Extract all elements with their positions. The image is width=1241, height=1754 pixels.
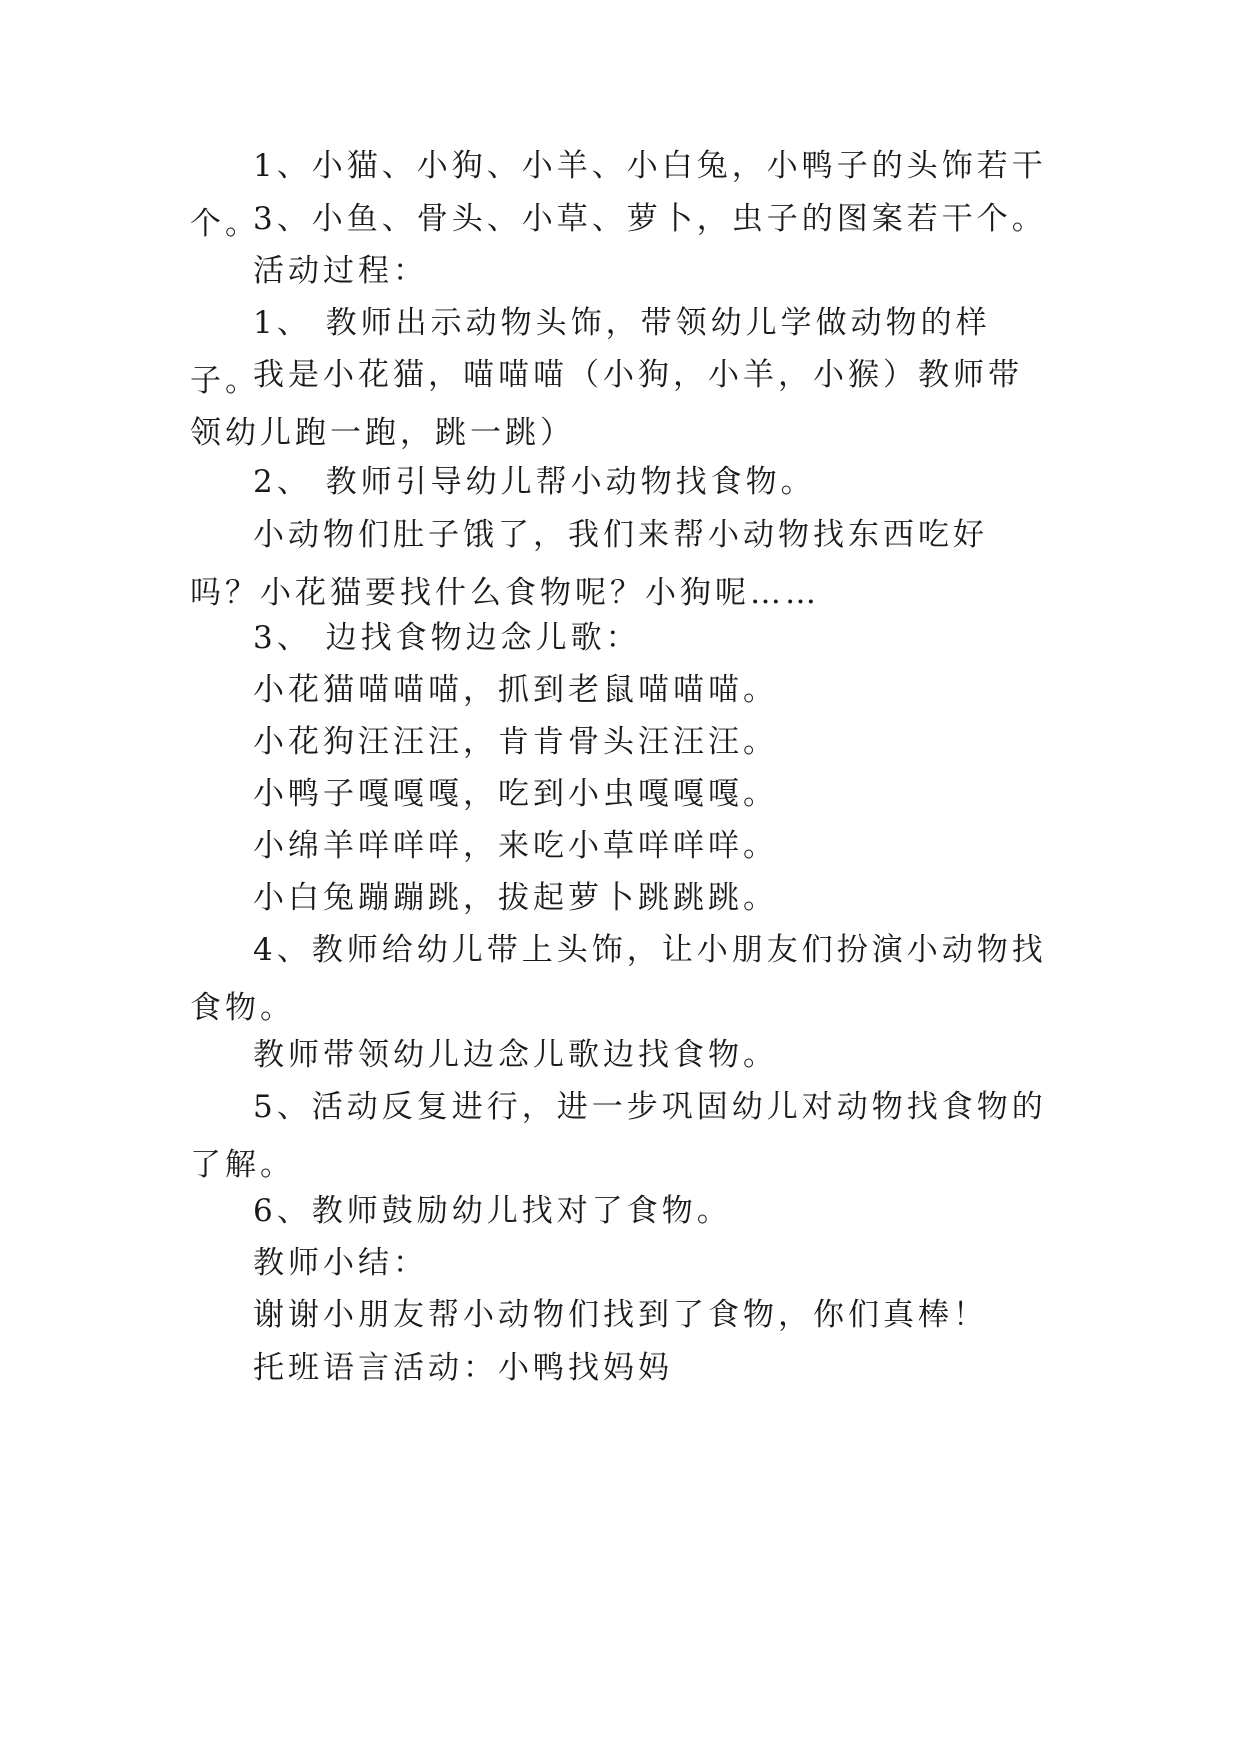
rhyme-line-dog: 小花狗汪汪汪，肯肯骨头汪汪汪。 <box>253 724 778 760</box>
paragraph-materials-3: 3、小鱼、骨头、小草、萝卜，虫子的图案若干个。 <box>253 201 1047 237</box>
next-activity-title: 托班语言活动：小鸭找妈妈 <box>253 1350 673 1386</box>
section-heading-process: 活动过程： <box>253 253 428 289</box>
paragraph-step-4: 4、教师给幼儿带上头饰，让小朋友们扮演小动物找食物。 <box>190 932 1047 1026</box>
paragraph-step-3: 3、 边找食物边念儿歌： <box>253 620 641 656</box>
rhyme-line-sheep: 小绵羊咩咩咩，来吃小草咩咩咩。 <box>253 828 778 864</box>
paragraph-step-2: 2、 教师引导幼儿帮小动物找食物。 <box>253 464 816 500</box>
paragraph-step-6: 6、教师鼓励幼儿找对了食物。 <box>253 1193 732 1229</box>
paragraph-step-4-detail: 教师带领幼儿边念儿歌边找食物。 <box>253 1037 778 1073</box>
paragraph-summary: 谢谢小朋友帮小动物们找到了食物，你们真棒！ <box>253 1297 988 1333</box>
paragraph-step-2-detail: 小动物们肚子饿了，我们来帮小动物找东西吃好吗？小花猫要找什么食物呢？小狗呢…… <box>190 517 988 611</box>
paragraph-step-5: 5、活动反复进行，进一步巩固幼儿对动物找食物的了解。 <box>190 1089 1047 1183</box>
rhyme-line-cat: 小花猫喵喵喵，抓到老鼠喵喵喵。 <box>253 672 778 708</box>
paragraph-step-1: 1、 教师出示动物头饰，带领幼儿学做动物的样子。 <box>190 305 991 399</box>
paragraph-materials-1: 1、小猫、小狗、小羊、小白兔，小鸭子的头饰若干个。 <box>190 148 1047 242</box>
rhyme-line-duck: 小鸭子嘎嘎嘎，吃到小虫嘎嘎嘎。 <box>253 776 778 812</box>
rhyme-line-rabbit: 小白兔蹦蹦跳，拔起萝卜跳跳跳。 <box>253 880 778 916</box>
section-heading-summary: 教师小结： <box>253 1245 428 1281</box>
paragraph-step-1-detail: 我是小花猫，喵喵喵（小狗，小羊，小猴）教师带领幼儿跑一跑，跳一跳） <box>190 357 1023 451</box>
